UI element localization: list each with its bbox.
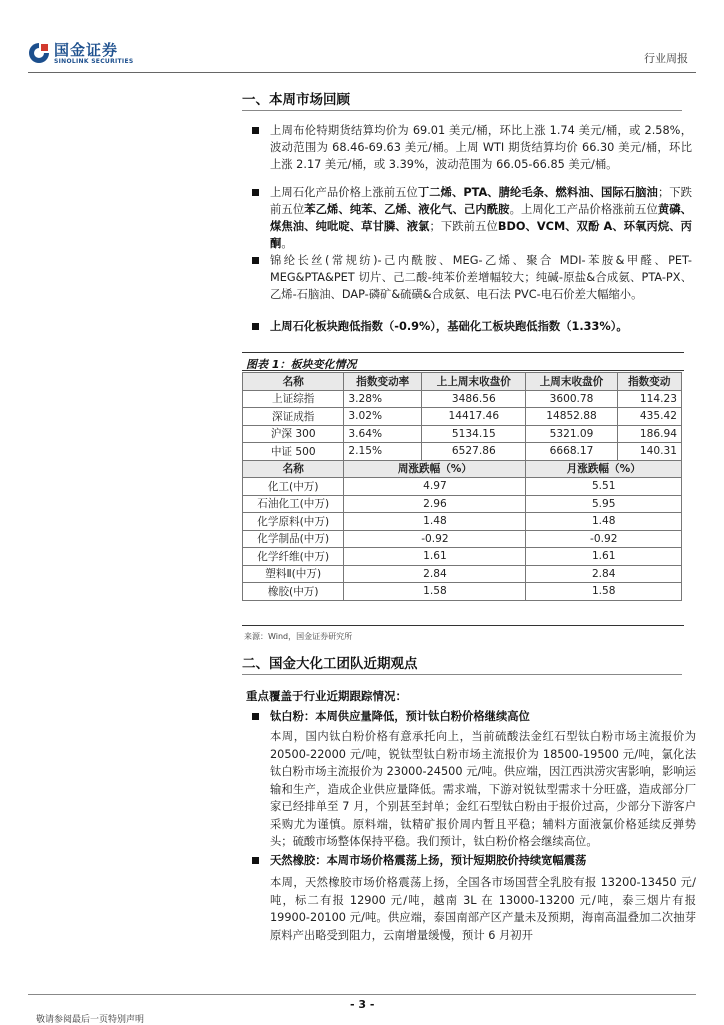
table-cell: 6668.17 xyxy=(526,443,617,461)
table-header-cell: 名称 xyxy=(243,460,344,478)
table-cell: 140.31 xyxy=(617,443,681,461)
table-cell: 1.58 xyxy=(526,583,682,601)
bullet-text: 锦纶长丝(常规纺)-己内酰胺、MEG-乙烯、聚合 MDI-苯胺&甲醛、PET-MEG&PTA&PET 切片、己二酸-纯苯价差增幅较大；纯碱-原盐&合成氨、PTA-PX、乙烯-石脑油、DAP-磷矿&硫磺&合成氨、电石法 PVC-电石价差大幅缩小。 xyxy=(270,254,692,301)
table-cell: 1.48 xyxy=(344,513,526,531)
figure1-title: 图表 1：板块变化情况 xyxy=(246,358,357,371)
table-header-cell: 上周末收盘价 xyxy=(526,373,617,391)
bullet-square-icon xyxy=(252,323,259,330)
bullet-square-icon xyxy=(252,189,259,196)
table-header-cell: 上上周末收盘价 xyxy=(422,373,526,391)
report-type: 行业周报 xyxy=(644,52,688,65)
logo-mark-icon xyxy=(28,42,50,64)
bullet-text-part: 。 xyxy=(281,237,293,250)
footer-divider xyxy=(28,994,696,995)
bullet-text xyxy=(270,184,692,252)
table-row xyxy=(243,408,682,426)
table-cell: 114.23 xyxy=(617,390,681,408)
item-title: 钛白粉：本周供应量降低，预计钛白粉价格继续高位 xyxy=(270,710,530,723)
table-cell: 沪深 300 xyxy=(243,425,344,443)
table-row xyxy=(243,390,682,408)
section2-title-text: 二、国金大化工团队近期观点 xyxy=(242,656,418,672)
table-cell: 化学制品(中万) xyxy=(243,530,344,548)
table-row xyxy=(243,495,682,513)
table-cell: 1.48 xyxy=(526,513,682,531)
item-natural-rubber-text: 本周，天然橡胶市场价格震荡上扬，全国各市场国营全乳胶有报 13200-13450 元/吨，标二有报 12900 元/吨，越南 3L 在 13000-13200 元/吨，泰三烟片有报 19900-20100 元/吨。供应端，泰国南部产区产量未及预期，海南高温叠加二次抽芽原料产出略受到阻力，云南增量缓慢，预计 6 月初开 xyxy=(270,876,696,942)
table-row xyxy=(243,583,682,601)
item-titanium-dioxide-text: 本周，国内钛白粉价格有意承托向上，当前硫酸法金红石型钛白粉市场主流报价为 20500-22000 元/吨，锐钛型钛白粉市场主流报价为 18500-19500 元/吨，氯化法钛白粉市场主流报价为 23000-24500 元/吨。供应端，因江西洪涝灾害影响，影响运输和生产，造成企业供应量降低。需求端，下游对锐钛型需求十分旺盛，造成部分厂家已经排单至 7 月，个别甚至封单；金红石型钛白粉由于报价过高，少部分下游客户采购尤为谨慎。原料端，钛精矿报价周内暂且平稳；辅料方面液氯价格延续反弹势头；硫酸市场整体保持平稳。我们预计，钛白粉价格会继续高位。 xyxy=(270,730,696,848)
table-header-cell: 月涨跌幅（%） xyxy=(526,460,682,478)
table-row xyxy=(243,443,682,461)
section2-title xyxy=(242,652,418,672)
bullet-spreads xyxy=(252,252,692,303)
table-row xyxy=(243,513,682,531)
section1-title-text: 一、本周市场回顾 xyxy=(242,92,350,108)
sector-change-table xyxy=(242,372,682,601)
header-divider xyxy=(28,72,696,73)
table-row xyxy=(243,530,682,548)
table-header-row xyxy=(243,373,682,391)
table-cell: 3600.78 xyxy=(526,390,617,408)
table-cell: 化学原料(中万) xyxy=(243,513,344,531)
table-cell: 3.02% xyxy=(344,408,422,426)
figure-bottom-rule xyxy=(242,625,684,626)
bullet-square-icon xyxy=(252,713,259,720)
item-titanium-dioxide xyxy=(252,708,692,725)
table-header-row xyxy=(243,460,682,478)
figure-source: 来源：Wind，国金证券研究所 xyxy=(244,632,353,641)
table-cell: 4.97 xyxy=(344,478,526,496)
table-cell: 深证成指 xyxy=(243,408,344,426)
table-cell: 1.58 xyxy=(344,583,526,601)
bullet-text-part: ；下跌前五位 xyxy=(270,186,692,216)
table-cell: 6527.86 xyxy=(422,443,526,461)
section1-underline xyxy=(242,110,682,111)
table-cell: 塑料Ⅱ(中万) xyxy=(243,565,344,583)
bullet-text-part: 上周石化产品价格上涨前五位 xyxy=(270,186,418,199)
table-cell: 石油化工(中万) xyxy=(243,495,344,513)
table-cell: 1.61 xyxy=(344,548,526,566)
table-row xyxy=(243,565,682,583)
bullet-text: 上周布伦特期货结算均价为 69.01 美元/桶，环比上涨 1.74 美元/桶，或 2.58%，波动范围为 68.46-69.63 美元/桶。上周 WTI 期货结算均价 66.30 美元/桶，环比上涨 2.17 美元/桶，或 3.39%，波动范围为 66.05-66.85 美元/桶。 xyxy=(270,124,692,171)
item-title: 天然橡胶：本周市场价格震荡上扬，预计短期胶价持续宽幅震荡 xyxy=(270,854,587,867)
section2-underline xyxy=(242,674,682,675)
table-header-cell: 周涨跌幅（%） xyxy=(344,460,526,478)
table-cell: 435.42 xyxy=(617,408,681,426)
page-header xyxy=(0,0,724,72)
table-header-cell: 指数变动率 xyxy=(344,373,422,391)
bullet-square-icon xyxy=(252,257,259,264)
bullet-square-icon xyxy=(252,127,259,134)
bullet-text: 上周石化板块跑低指数（-0.9%），基础化工板块跑低指数（1.33%）。 xyxy=(270,320,628,333)
bullet-bold-part: 丁二烯、PTA、腈纶毛条、燃料油、国际石脑油 xyxy=(417,186,658,199)
company-logo xyxy=(28,38,158,72)
table-cell: 3486.56 xyxy=(422,390,526,408)
table-header-cell: 名称 xyxy=(243,373,344,391)
table-cell: 2.15% xyxy=(344,443,422,461)
bullet-text-part: 。上周化工产品价格涨前五位 xyxy=(509,203,658,216)
bullet-square-icon xyxy=(252,857,259,864)
table-cell: 2.84 xyxy=(526,565,682,583)
logo-text-cn: 国金证券 xyxy=(54,41,119,59)
table-cell: 化学纤维(中万) xyxy=(243,548,344,566)
table-cell: 化工(中万) xyxy=(243,478,344,496)
figure-title-rule xyxy=(242,370,684,371)
table-cell: 14417.46 xyxy=(422,408,526,426)
table-cell: 3.64% xyxy=(344,425,422,443)
table-cell: 5.51 xyxy=(526,478,682,496)
table-cell: 2.84 xyxy=(344,565,526,583)
section2-subtitle: 重点覆盖于行业近期跟踪情况： xyxy=(246,689,407,703)
table-cell: -0.92 xyxy=(526,530,682,548)
table-cell: -0.92 xyxy=(344,530,526,548)
footer-disclaimer: 敬请参阅最后一页特别声明 xyxy=(36,1015,145,1025)
table-cell: 5321.09 xyxy=(526,425,617,443)
bullet-text-part: ；下跌前五位 xyxy=(429,220,498,233)
table-row xyxy=(243,425,682,443)
section1-title xyxy=(242,88,350,108)
table-cell: 3.28% xyxy=(344,390,422,408)
table-cell: 2.96 xyxy=(344,495,526,513)
table-header-cell: 指数变动 xyxy=(617,373,681,391)
bullet-product-prices xyxy=(252,184,692,252)
logo-text-en: SINOLINK SECURITIES xyxy=(54,58,134,65)
bullet-bold-part: 苯乙烯、纯苯、乙烯、液化气、己内酰胺 xyxy=(304,203,510,216)
table-cell: 14852.88 xyxy=(526,408,617,426)
table-cell: 5134.15 xyxy=(422,425,526,443)
bullet-bold-part: 黄磷、煤焦油、纯吡啶、草甘膦、液氯 xyxy=(270,203,692,233)
bullet-oil-prices xyxy=(252,122,692,173)
page-number: - 3 - xyxy=(350,998,375,1011)
bullet-sector-index xyxy=(252,318,692,335)
table-cell: 5.95 xyxy=(526,495,682,513)
table-row xyxy=(243,548,682,566)
bullet-bold-part: BDO、VCM、双酚 A、环氧丙烷、丙酮 xyxy=(270,220,692,250)
table-cell: 上证综指 xyxy=(243,390,344,408)
table-cell: 186.94 xyxy=(617,425,681,443)
figure-top-rule xyxy=(242,352,684,353)
table-row xyxy=(243,478,682,496)
table-cell: 中证 500 xyxy=(243,443,344,461)
table-cell: 橡胶(中万) xyxy=(243,583,344,601)
table-cell: 1.61 xyxy=(526,548,682,566)
item-natural-rubber xyxy=(252,852,692,869)
